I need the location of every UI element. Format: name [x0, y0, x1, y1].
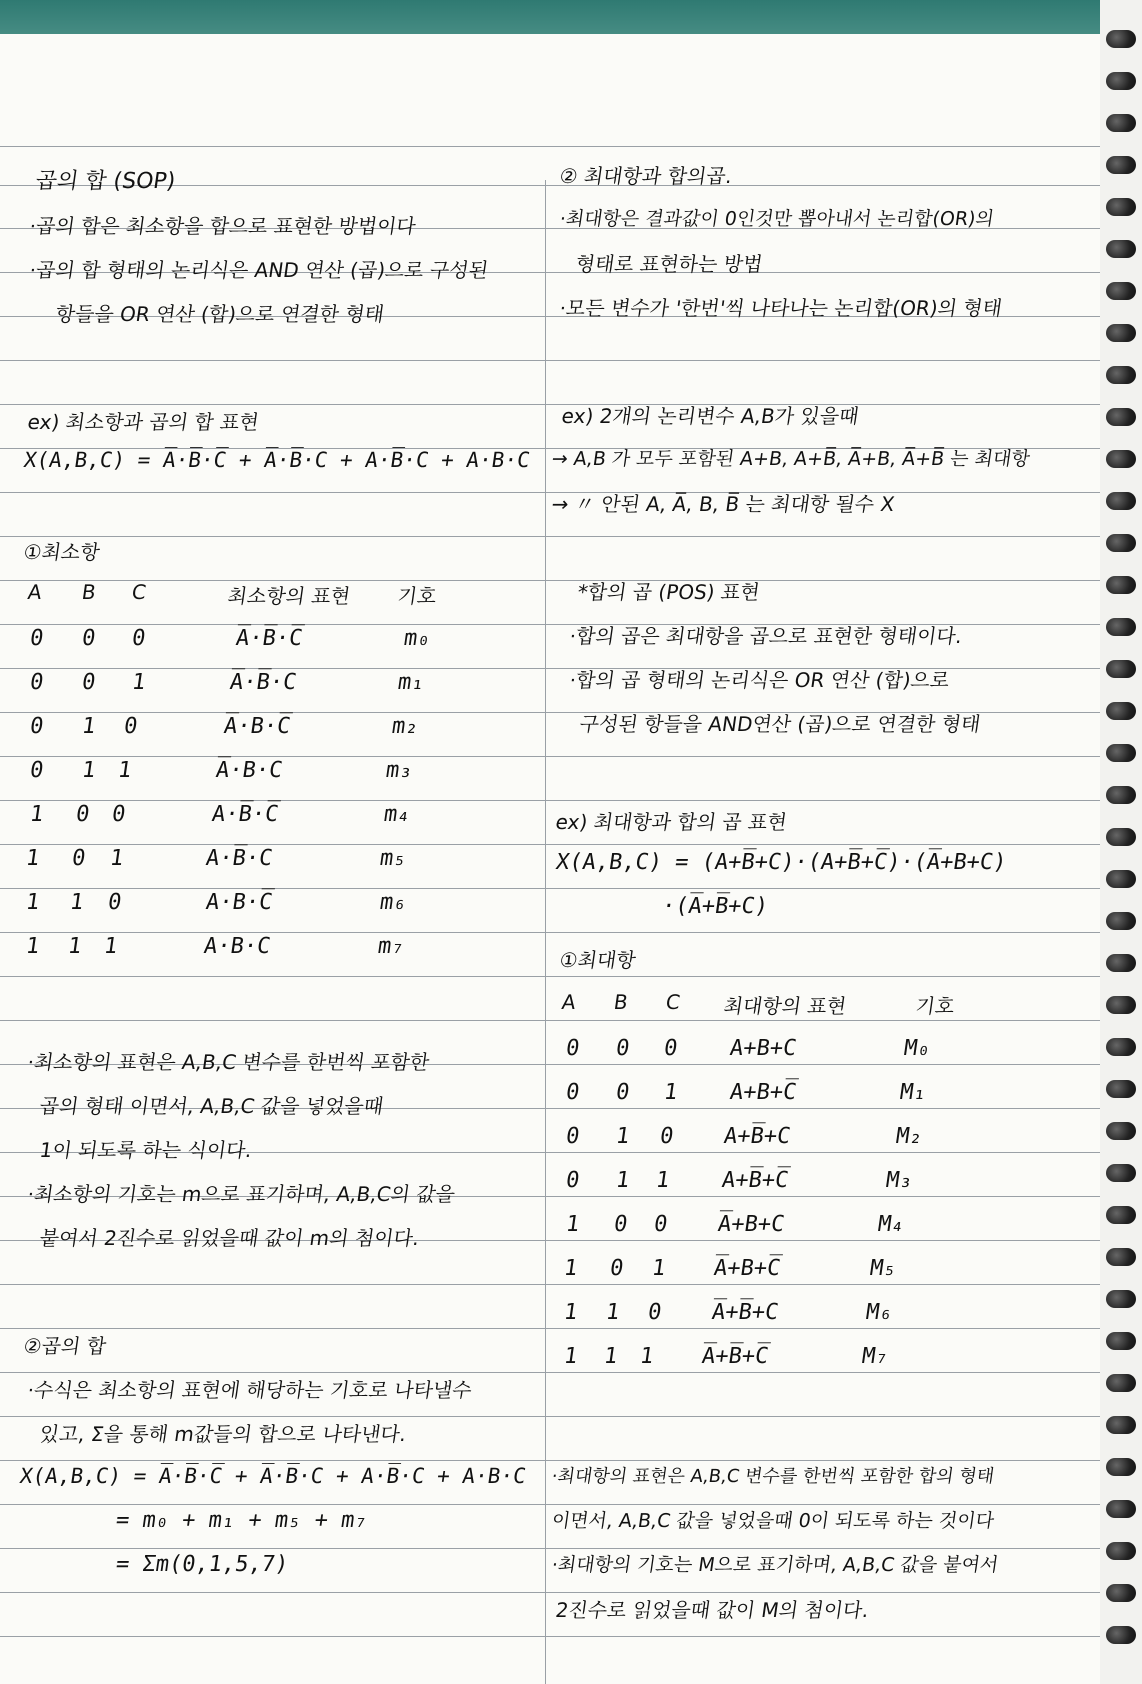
maxterm-cell-symbol: M₄: [876, 1212, 907, 1237]
sum-equation-3: = Σm(0,1,5,7): [114, 1552, 290, 1577]
minterm-cell-b: 0: [80, 670, 98, 695]
ruled-line: [0, 800, 1100, 801]
pos-paragraph-2a: ·합의 곱 형태의 논리식은 OR 연산 (합)으로: [568, 668, 952, 692]
ruled-line: [0, 1284, 1100, 1285]
spiral-ring: [1106, 1542, 1136, 1560]
column-divider: [545, 180, 546, 1684]
two-variable-example-line-1: → A,B 가 모두 포함된 A+B, A+B̅, A̅+B, A̅+B̅ 는 최대항: [550, 448, 1032, 470]
sop-example-title: ex) 최소항과 곱의 합 표현: [26, 410, 261, 434]
maxterm-header-symbol: 기호: [914, 994, 957, 1018]
ruled-line: [0, 360, 1100, 361]
minterm-cell-c: 0: [122, 714, 140, 739]
maxterm-cell-b: 0: [608, 1256, 626, 1281]
ruled-line: [0, 146, 1100, 147]
spiral-ring: [1106, 912, 1136, 930]
two-variable-example-line-2: → 〃 안된 A, A̅, B, B̅ 는 최대항 될수 X: [550, 492, 896, 516]
minterm-header-symbol: 기호: [396, 584, 439, 608]
ruled-line: [0, 888, 1100, 889]
pos-intro-paragraph-1b: 형태로 표현하는 방법: [574, 252, 765, 276]
minterm-cell-a: 0: [28, 626, 46, 651]
maxterm-cell-c: 0: [646, 1300, 664, 1325]
ruled-line: [0, 1548, 1100, 1549]
spiral-ring: [1106, 870, 1136, 888]
spiral-ring: [1106, 240, 1136, 258]
minterm-note-1a: ·최소항의 표현은 A,B,C 변수를 한번씩 포함한: [26, 1050, 431, 1074]
spiral-ring: [1106, 366, 1136, 384]
ruled-line: [0, 976, 1100, 977]
maxterm-header-a: A: [560, 990, 578, 1014]
minterm-cell-a: 0: [28, 758, 46, 783]
sum-equation-1: X(A,B,C) = A̅·B̅·C̅ + A̅·B̅·C + A·B̅·C + A·B·C: [18, 1464, 528, 1488]
spiral-ring: [1106, 72, 1136, 90]
minterm-cell-b: 1: [68, 890, 86, 915]
ruled-line: [0, 844, 1100, 845]
spiral-ring: [1106, 996, 1136, 1014]
spiral-ring: [1106, 1122, 1136, 1140]
maxterm-cell-symbol: M₁: [898, 1080, 929, 1105]
maxterm-cell-symbol: M₃: [884, 1168, 915, 1193]
minterm-cell-c: 1: [116, 758, 134, 783]
minterm-cell-symbol: m₅: [378, 846, 409, 871]
minterm-cell-expr: A̅·B̅·C: [228, 670, 298, 695]
maxterm-cell-a: 1: [562, 1256, 580, 1281]
sum-paragraph-1a: ·수식은 최소항의 표현에 해당하는 기호로 나타낼수: [26, 1378, 474, 1402]
maxterm-cell-c: 1: [654, 1168, 672, 1193]
pos-paragraph-2b: 구성된 항들을 AND연산 (곱)으로 연결한 형태: [578, 712, 983, 736]
minterm-cell-symbol: m₂: [390, 714, 421, 739]
pos-example-equation-2: ·(A̅+B̅+C): [660, 894, 770, 919]
minterm-cell-b: 1: [80, 758, 98, 783]
maxterm-header-expr: 최대항의 표현: [722, 994, 848, 1018]
ruled-line: [0, 580, 1100, 581]
maxterm-cell-a: 1: [562, 1344, 580, 1369]
maxterm-cell-b: 1: [614, 1124, 632, 1149]
spiral-ring: [1106, 198, 1136, 216]
maxterm-cell-c: 1: [638, 1344, 656, 1369]
sop-paragraph-2b: 항들을 OR 연산 (합)으로 연결한 형태: [54, 302, 386, 326]
maxterm-cell-expr: A+B̅+C̅: [720, 1168, 790, 1193]
spiral-ring: [1106, 1374, 1136, 1392]
spiral-ring: [1106, 744, 1136, 762]
minterm-cell-b: 0: [80, 626, 98, 651]
minterm-cell-expr: A̅·B·C: [214, 758, 284, 783]
sum-of-products-title: ②곱의 합: [22, 1334, 108, 1358]
ruled-line: [0, 756, 1100, 757]
spiral-ring: [1106, 1626, 1136, 1644]
minterm-cell-a: 1: [24, 934, 42, 959]
spiral-ring: [1106, 450, 1136, 468]
sum-equation-2: = m₀ + m₁ + m₅ + m₇: [114, 1508, 370, 1533]
minterm-cell-c: 0: [110, 802, 128, 827]
minterm-cell-symbol: m₀: [402, 626, 433, 651]
pos-intro-paragraph-1a: ·최대항은 결과값이 0인것만 뽑아내서 논리합(OR)의: [558, 208, 996, 230]
minterm-cell-symbol: m₃: [384, 758, 415, 783]
maxterm-cell-a: 0: [564, 1168, 582, 1193]
ruled-line: [0, 1460, 1100, 1461]
maxterm-note-2a: ·최대항의 기호는 M으로 표기하며, A,B,C 값을 붙여서: [550, 1554, 1000, 1576]
minterm-header-a: A: [26, 580, 44, 604]
ruled-line: [0, 1416, 1100, 1417]
minterm-cell-a: 1: [28, 802, 46, 827]
minterm-cell-b: 1: [80, 714, 98, 739]
maxterm-cell-c: 0: [658, 1124, 676, 1149]
maxterm-cell-a: 0: [564, 1080, 582, 1105]
minterm-cell-expr: A·B̅·C: [204, 846, 274, 871]
sop-example-equation: X(A,B,C) = A̅·B̅·C̅ + A̅·B̅·C + A·B̅·C + A·B·C: [22, 448, 532, 472]
maxterm-cell-a: 1: [562, 1300, 580, 1325]
spiral-ring: [1106, 1332, 1136, 1350]
ruled-line: [0, 932, 1100, 933]
spiral-ring: [1106, 1206, 1136, 1224]
pos-title: *합의 곱 (POS) 표현: [576, 580, 762, 604]
maxterm-cell-c: 0: [652, 1212, 670, 1237]
maxterm-cell-b: 1: [602, 1344, 620, 1369]
maxterm-cell-c: 0: [662, 1036, 680, 1061]
minterm-cell-c: 0: [106, 890, 124, 915]
spiral-ring: [1106, 660, 1136, 678]
spiral-ring: [1106, 1416, 1136, 1434]
minterm-cell-a: 0: [28, 670, 46, 695]
pos-paragraph-1: ·합의 곱은 최대항을 곱으로 표현한 형태이다.: [568, 624, 964, 648]
minterm-cell-expr: A̅·B·C̅: [222, 714, 292, 739]
maxterm-cell-a: 0: [564, 1124, 582, 1149]
maxterm-cell-c: 1: [650, 1256, 668, 1281]
minterm-note-2b: 붙여서 2진수로 읽었을때 값이 m의 첨이다.: [38, 1226, 421, 1250]
minterm-cell-symbol: m₇: [376, 934, 407, 959]
sop-title: 곱의 합 (SOP): [33, 169, 177, 194]
spiral-ring: [1106, 1584, 1136, 1602]
minterm-cell-symbol: m₆: [378, 890, 409, 915]
maxterm-cell-symbol: M₂: [894, 1124, 925, 1149]
spiral-ring: [1106, 282, 1136, 300]
maxterm-cell-b: 0: [612, 1212, 630, 1237]
ruled-line: [0, 1504, 1100, 1505]
spiral-ring: [1106, 1080, 1136, 1098]
sop-paragraph-2a: ·곱의 합 형태의 논리식은 AND 연산 (곱)으로 구성된: [28, 258, 490, 282]
spiral-ring: [1106, 828, 1136, 846]
maxterm-cell-expr: A̅+B̅+C̅: [700, 1344, 770, 1369]
ruled-line: [0, 1636, 1100, 1637]
maxterm-cell-expr: A+B̅+C: [722, 1124, 792, 1149]
maxterm-cell-b: 0: [614, 1036, 632, 1061]
maxterm-cell-b: 0: [614, 1080, 632, 1105]
minterm-cell-expr: A·B·C̅: [204, 890, 274, 915]
maxterm-cell-expr: A̅+B+C: [716, 1212, 786, 1237]
spiral-ring: [1106, 30, 1136, 48]
minterm-note-1c: 1이 되도록 하는 식이다.: [38, 1138, 254, 1162]
maxterm-cell-b: 1: [604, 1300, 622, 1325]
minterm-cell-expr: A·B̅·C̅: [210, 802, 280, 827]
pos-example-equation-1: X(A,B,C) = (A+B̅+C)·(A+B̅+C̅)·(A̅+B+C): [554, 850, 1009, 875]
spiral-ring: [1106, 1164, 1136, 1182]
minterm-cell-a: 0: [28, 714, 46, 739]
minterm-cell-c: 1: [130, 670, 148, 695]
minterm-cell-c: 1: [108, 846, 126, 871]
notebook-page: [0, 34, 1100, 1684]
spiral-ring: [1106, 1290, 1136, 1308]
minterm-cell-a: 1: [24, 890, 42, 915]
spiral-ring: [1106, 324, 1136, 342]
spiral-ring: [1106, 954, 1136, 972]
minterm-cell-expr: A̅·B̅·C̅: [234, 626, 304, 651]
maxterm-note-2b: 2진수로 읽었을때 값이 M의 첨이다.: [554, 1598, 871, 1622]
minterm-cell-b: 0: [70, 846, 88, 871]
minterm-note-1b: 곱의 형태 이면서, A,B,C 값을 넣었을때: [38, 1094, 385, 1118]
maxterm-cell-symbol: M₅: [868, 1256, 899, 1281]
spiral-ring: [1106, 786, 1136, 804]
sop-paragraph-1: ·곱의 합은 최소항을 합으로 표현한 방법이다: [28, 214, 418, 238]
maxterm-cell-symbol: M₆: [864, 1300, 895, 1325]
maxterm-cell-symbol: M₇: [860, 1344, 891, 1369]
minterm-cell-symbol: m₁: [396, 670, 427, 695]
minterm-header-c: C: [130, 580, 148, 604]
minterm-cell-b: 0: [74, 802, 92, 827]
spiral-ring: [1106, 618, 1136, 636]
ruled-line: [0, 536, 1100, 537]
sum-paragraph-1b: 있고, Σ을 통해 m값들의 합으로 나타낸다.: [38, 1422, 408, 1446]
minterm-title: ①최소항: [22, 540, 102, 564]
two-variable-example-title: ex) 2개의 논리변수 A,B가 있을때: [560, 404, 861, 428]
spiral-ring: [1106, 156, 1136, 174]
maxterm-cell-a: 1: [564, 1212, 582, 1237]
minterm-note-2a: ·최소항의 기호는 m으로 표기하며, A,B,C의 값을: [26, 1182, 457, 1206]
maxterm-cell-b: 1: [614, 1168, 632, 1193]
maxterm-cell-expr: A+B+C: [728, 1036, 798, 1061]
ruled-line: [0, 1328, 1100, 1329]
minterm-cell-c: 0: [130, 626, 148, 651]
spiral-ring: [1106, 114, 1136, 132]
ruled-line: [0, 492, 1100, 493]
spiral-ring: [1106, 534, 1136, 552]
spiral-ring: [1106, 1248, 1136, 1266]
spiral-ring: [1106, 1500, 1136, 1518]
maxterm-cell-expr: A̅+B+C̅: [712, 1256, 782, 1281]
maxterm-cell-a: 0: [564, 1036, 582, 1061]
maxterm-cell-c: 1: [662, 1080, 680, 1105]
pos-intro-title: ② 최대항과 합의곱.: [558, 164, 734, 188]
maxterm-cell-expr: A+B+C̅: [728, 1080, 798, 1105]
ruled-line: [0, 1020, 1100, 1021]
spiral-ring: [1106, 492, 1136, 510]
pos-example-title: ex) 최대항과 합의 곱 표현: [554, 810, 789, 834]
minterm-cell-b: 1: [66, 934, 84, 959]
spiral-ring: [1106, 702, 1136, 720]
maxterm-cell-symbol: M₀: [902, 1036, 933, 1061]
ruled-line: [0, 1372, 1100, 1373]
maxterm-header-b: B: [612, 990, 630, 1014]
minterm-cell-c: 1: [102, 934, 120, 959]
spiral-binding: [1100, 0, 1142, 1684]
spiral-ring: [1106, 408, 1136, 426]
minterm-cell-a: 1: [24, 846, 42, 871]
minterm-header-expr: 최소항의 표현: [226, 584, 352, 608]
maxterm-header-c: C: [664, 990, 682, 1014]
minterm-cell-expr: A·B·C: [202, 934, 272, 959]
ruled-line: [0, 1592, 1100, 1593]
minterm-header-b: B: [80, 580, 98, 604]
maxterm-note-1a: ·최대항의 표현은 A,B,C 변수를 한번씩 포함한 합의 형태: [550, 1466, 996, 1487]
minterm-cell-symbol: m₄: [382, 802, 413, 827]
spiral-ring: [1106, 1038, 1136, 1056]
maxterm-title: ①최대항: [558, 948, 638, 972]
spiral-ring: [1106, 576, 1136, 594]
pos-intro-paragraph-2: ·모든 변수가 '한번'씩 나타나는 논리합(OR)의 형태: [558, 296, 1004, 320]
spiral-ring: [1106, 1458, 1136, 1476]
maxterm-cell-expr: A̅+B̅+C: [710, 1300, 780, 1325]
maxterm-note-1b: 이면서, A,B,C 값을 넣었을때 0이 되도록 하는 것이다: [550, 1510, 996, 1532]
ruled-line: [0, 404, 1100, 405]
